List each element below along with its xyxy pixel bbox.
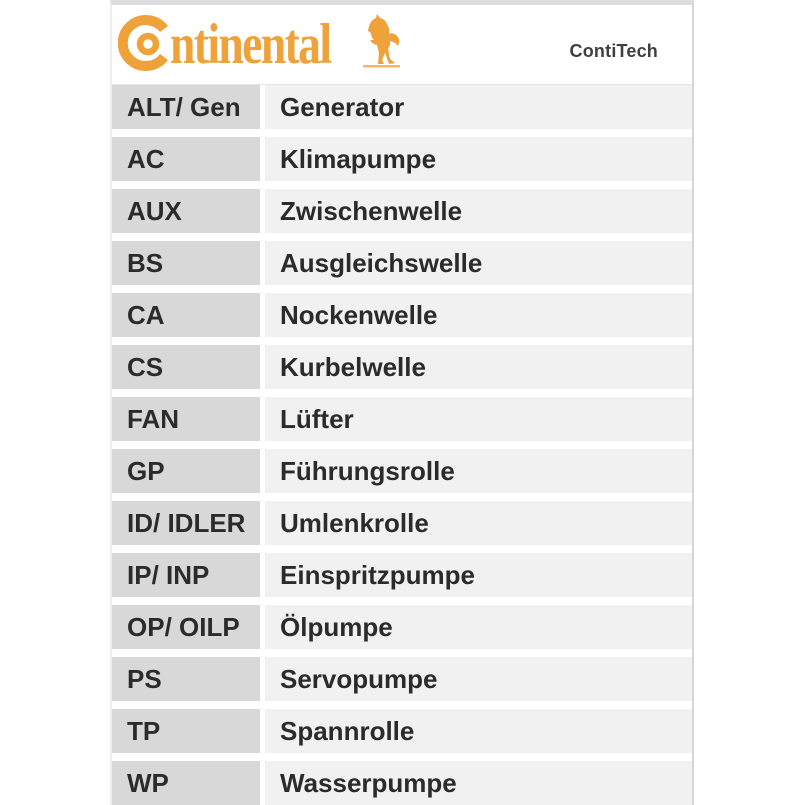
abbreviation-cell: AC [112,137,260,181]
table-row [112,605,692,649]
continental-wordmark: ntinental [170,13,331,76]
abbreviation-cell: FAN [112,397,260,441]
abbreviation-cell: TP [112,709,260,753]
continental-logo [118,13,371,76]
content-sheet [110,0,694,805]
table-row [112,293,692,337]
term-cell: Ölpumpe [265,605,692,649]
abbreviation-table [112,85,692,805]
table-row [112,189,692,233]
table-row [112,709,692,753]
abbreviation-cell: CS [112,345,260,389]
abbreviation-cell: WP [112,761,260,805]
abbreviation-cell: BS [112,241,260,285]
table-row [112,449,692,493]
term-cell: Klimapumpe [265,137,692,181]
term-cell: Servopumpe [265,657,692,701]
table-row [112,397,692,441]
abbreviation-cell: CA [112,293,260,337]
term-cell: Lüfter [265,397,692,441]
abbreviation-cell: OP/ OILP [112,605,260,649]
table-row [112,137,692,181]
brand-header [112,5,692,85]
table-row [112,761,692,805]
table-row [112,553,692,597]
table-row [112,657,692,701]
table-row [112,85,692,129]
term-cell: Einspritzpumpe [265,553,692,597]
term-cell: Spannrolle [265,709,692,753]
term-cell: Umlenkrolle [265,501,692,545]
abbreviation-cell: AUX [112,189,260,233]
term-cell: Wasserpumpe [265,761,692,805]
abbreviation-cell: IP/ INP [112,553,260,597]
term-cell: Generator [265,85,692,129]
table-row [112,241,692,285]
abbreviation-cell: PS [112,657,260,701]
term-cell: Nockenwelle [265,293,692,337]
abbreviation-cell: ALT/ Gen [112,85,260,129]
abbreviation-cell: ID/ IDLER [112,501,260,545]
term-cell: Führungsrolle [265,449,692,493]
term-cell: Zwischenwelle [265,189,692,233]
rearing-horse-icon [362,13,402,71]
horse-wrap [362,13,402,76]
term-cell: Ausgleichswelle [265,241,692,285]
continental-c-o-mark-icon [118,15,174,71]
term-cell: Kurbelwelle [265,345,692,389]
abbreviation-cell: GP [112,449,260,493]
table-row [112,501,692,545]
table-row [112,345,692,389]
contitech-label: ContiTech [569,41,658,61]
